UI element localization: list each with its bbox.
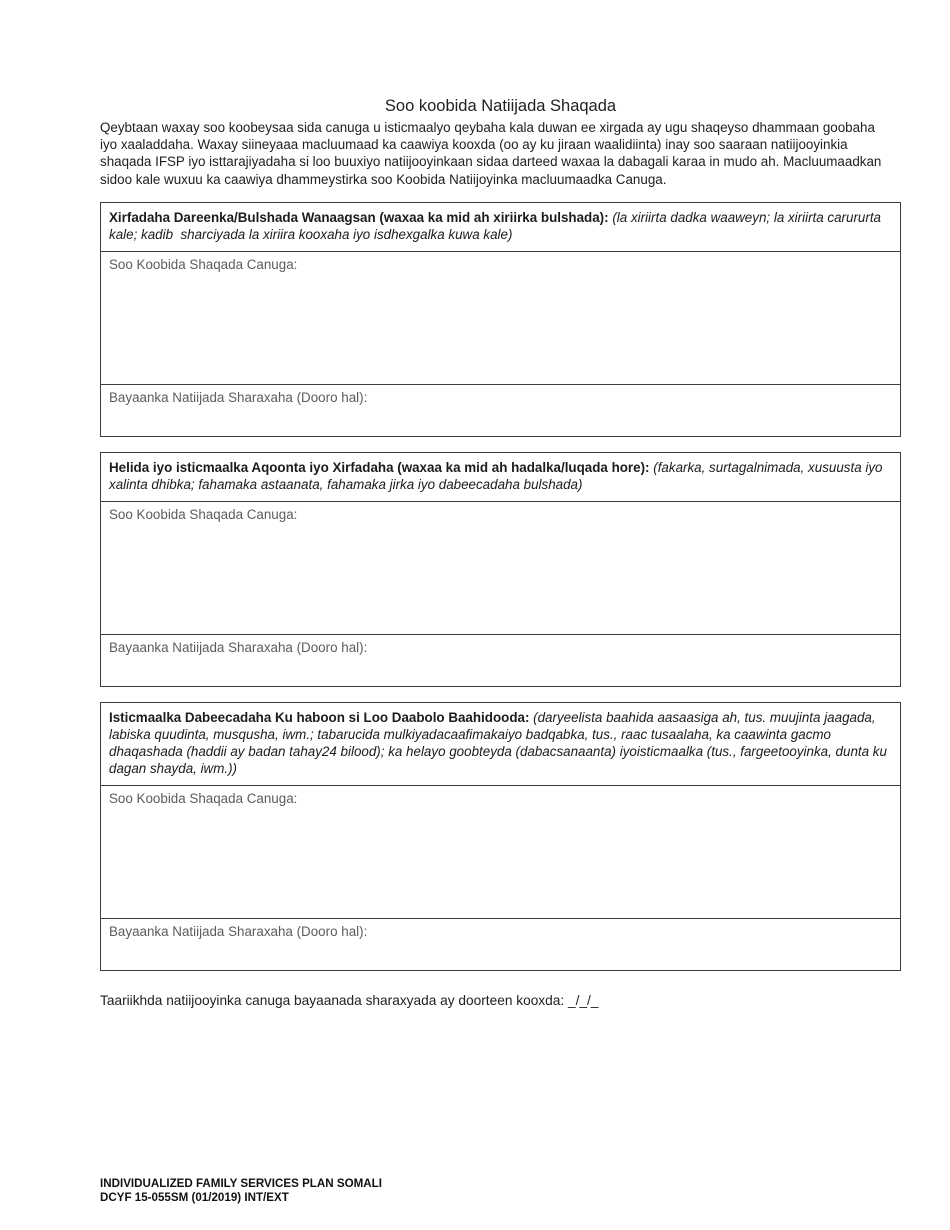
section-heading-italic: (daryeelista baahida aasaasiga ah, tus. muujinta jaagada, labiska quudinta, musqusha, iwm.; tabarucida mulkiyadacaafimakaiyo badqabka, tus., raac tusaalaha, ka caawinta gacmo dhaqashada (haddii ay badan tahay24 bilood); ka helayo goobteyda (dabacsanaanta) iyoisticmaalka (tus., fargeetooyinka, dunta ku dagan shayda, iwm.)) <box>109 709 891 776</box>
summary-label: Soo Koobida Shaqada Canuga: <box>109 790 298 806</box>
page-title: Soo koobida Natiijada Shaqada <box>384 97 617 115</box>
footer-form-title: INDIVIDUALIZED FAMILY SERVICES PLAN SOMALI <box>100 1177 382 1190</box>
statement-label: Bayaanka Natiijada Sharaxaha (Dooro hal): <box>109 389 368 405</box>
section-heading-italic: (fakarka, surtagalnimada, xusuusta iyo xalinta dhibka; fahamaka astaanata, fahamaka jirka iyo dabeecadaha bulshada) <box>109 459 887 492</box>
section-heading-bold: Isticmaalka Dabeecadaha Ku haboon si Loo Daabolo Baahidooda: <box>109 709 530 725</box>
child-work-summary-field[interactable] <box>101 786 900 919</box>
section-heading <box>101 703 900 786</box>
summary-label: Soo Koobida Shaqada Canuga: <box>109 506 298 522</box>
section-social-emotional-skills <box>100 202 901 437</box>
intro-paragraph: Qeybtaan waxay soo koobeysaa sida canuga u isticmaalyo qeybaha kala duwan ee xirgada ay ugu shaqeyso dhammaan goobaha iyo xaaladdaha. Waxay siineyaaa macluumaad ka caawiya kooxda (oo ay ku jiraan waalidiinta) inay soo saaraan natiijooyinkia shaqada IFSP iyo isttarajiyadaha si loo buuxiyo natiijooyinkaan sidaa darteed waxaa la dabagali karaa in mudo ah. Macluumaadkan sidoo kale wuxuu ka caawiya dhammeystirka soo Koobida Natiijoyinka macluumaadka Canuga. <box>100 120 882 187</box>
section-knowledge-and-skills <box>100 452 901 687</box>
examiner-outcome-statement-field[interactable] <box>101 635 900 686</box>
child-work-summary-field[interactable] <box>101 252 900 385</box>
statement-label: Bayaanka Natiijada Sharaxaha (Dooro hal): <box>109 639 368 655</box>
section-heading-bold: Xirfadaha Dareenka/Bulshada Wanaagsan (waxaa ka mid ah xiriirka bulshada): <box>109 209 609 225</box>
child-work-summary-field[interactable] <box>101 502 900 635</box>
examiner-outcome-statement-field[interactable] <box>101 385 900 436</box>
section-heading <box>101 453 900 502</box>
section-heading <box>101 203 900 252</box>
examiner-outcome-statement-field[interactable] <box>101 919 900 970</box>
document-content <box>100 0 901 1010</box>
statement-label: Bayaanka Natiijada Sharaxaha (Dooro hal): <box>109 923 368 939</box>
section-heading-italic: (la xiriirta dadka waaweyn; la xiriirta carururta kale; kadib sharciyada la xiriira kooxaha iyo isdhexgalka kuwa kale) <box>109 209 885 242</box>
section-appropriate-behaviors <box>100 702 901 971</box>
footer-form-number: DCYF 15-055SM (01/2019) INT/EXT <box>100 1191 289 1204</box>
summary-label: Soo Koobida Shaqada Canuga: <box>109 256 298 272</box>
form-footer <box>100 1177 382 1205</box>
section-heading-bold: Helida iyo isticmaalka Aqoonta iyo Xirfadaha (waxaa ka mid ah hadalka/luqada hore): <box>109 459 650 475</box>
team-selection-date-line: Taariikhda natiijooyinka canuga bayaanada sharaxyada ay doorteen kooxda: _/_/_ <box>100 992 599 1008</box>
